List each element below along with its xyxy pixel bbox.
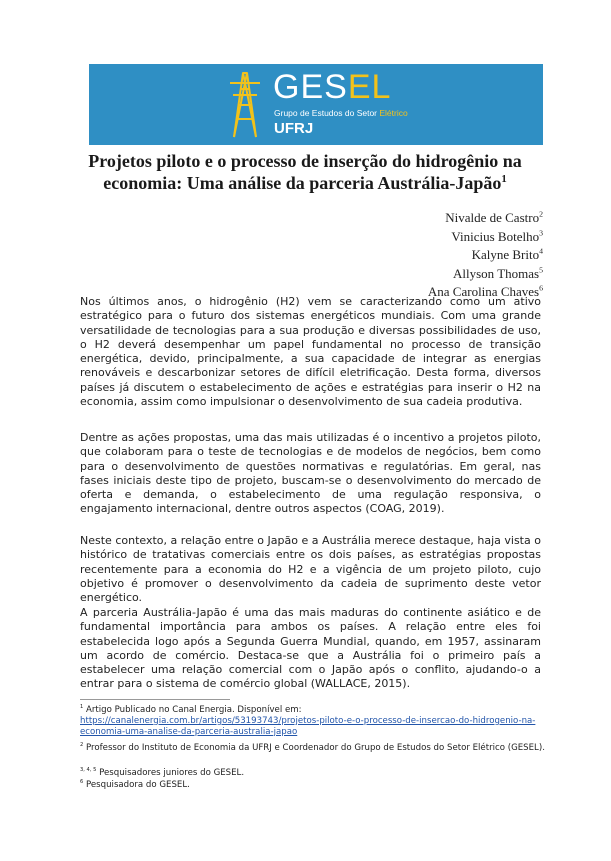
author-list	[428, 209, 543, 302]
logo-org: UFRJ	[274, 120, 314, 137]
author-item: Ana Carolina Chaves$^6$	[427, 283, 543, 299]
footnote-divider	[80, 699, 230, 700]
author-item: Kalyne Brito$^4$	[471, 246, 543, 262]
body-paragraph: Nos últimos anos, o hidrogênio (H2) vem se caracterizando como um ativo estratégico para o futuro dos sistemas energéticos mundiais. Com uma grande versatilidade de tecnologias para a sua produção e diversas possibilidades de uso, o H2 deverá desempenhar um papel fundamental no processo de transição energética, devido, principalmente, a sua capacidade de integrar as energias renováveis e descarbonizar setores de difícil eletrificação. Desta forma, diversos países já discutem o estabelecimento de ações e estratégias para inserir o H2 na economia, assim como impulsionar o desenvolvimento de sua cadeia produtiva.	[80, 295, 541, 409]
logo-wordmark: GESEL	[273, 68, 392, 106]
article-link[interactable]: https://canalenergia.com.br/artigos/53193743/projetos-piloto-e-o-processo-de-insercao-do-hidrogenio-na-economia-uma-analise-da-parceria-australia-japao	[80, 715, 536, 737]
footnote-1: $^1$ Artigo Publicado no Canal Energia. Disponível em: https://canalenergia.com.br/artigos/53193743/projetos-piloto-e-o-processo-de-insercao-do-hidrogenio-na-economia-uma-analise-da-parceria-australia-japao	[80, 705, 550, 737]
footnote-3: $^{3, 4, 5}$ Pesquisadores juniores do GESEL.	[80, 767, 245, 778]
header-banner	[89, 64, 543, 145]
document-title: Projetos piloto e o processo de inserção do hidrogênio na economia: Uma análise da parceria Austrália-Japão$^1$	[88, 151, 522, 193]
author-item: Vinicius Botelho$^3$	[451, 228, 543, 244]
footnote-2: $^2$ Professor do Instituto de Economia da UFRJ e Coordenador do Grupo de Estudos do Setor Elétrico (GESEL).	[80, 742, 545, 753]
body-paragraph: A parceria Austrália-Japão é uma das mais maduras do continente asiático e de fundamental importância para ambos os países. A relação entre eles foi estabelecida logo após a Segunda Guerra Mundial, quando, em 1957, assinaram um acordo de comércio. Destaca-se que a Austrália foi o primeiro país a estabelecer uma relação comercial com o Japão após o conflito, ajudando-o a entrar para o sistema de comércio global (WALLACE, 2015).	[80, 606, 541, 691]
footnote-4: $^6$ Pesquisadora do GESEL.	[80, 779, 190, 790]
body-paragraph: Dentre as ações propostas, uma das mais utilizadas é o incentivo a projetos piloto, que colaboram para o teste de tecnologias e de modelos de negócios, bem como para o desenvolvimento de questões normativas e regulatórias. Em geral, nas fases iniciais deste tipo de projeto, buscam-se o desenvolvimento do mercado de oferta e demanda, o estabelecimento de uma regulação responsiva, o engajamento internacional, dentre outros aspectos (COAG, 2019).	[80, 431, 541, 516]
transmission-tower-icon	[230, 69, 260, 139]
body-paragraph: Neste contexto, a relação entre o Japão e a Austrália merece destaque, haja vista o histórico de tratativas comerciais entre os dois países, as estratégias propostas recentemente para a economia do H2 e a vigência de um projeto piloto, cujo objetivo é promover o desenvolvimento da cadeia de suprimento deste vetor energético.	[80, 534, 541, 605]
logo-subtitle: Grupo de Estudos do Setor Elétrico	[274, 108, 408, 118]
author-item: Nivalde de Castro$^2$	[445, 209, 543, 225]
author-item: Allyson Thomas$^5$	[453, 265, 543, 281]
